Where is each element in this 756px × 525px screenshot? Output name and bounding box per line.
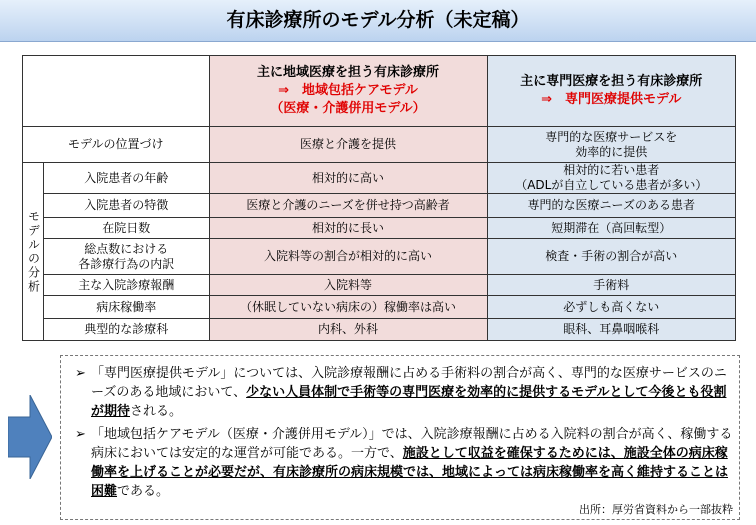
cell: 入院料等 bbox=[209, 275, 487, 296]
row-label: 主な入院診療報酬 bbox=[44, 275, 210, 296]
notes-box bbox=[60, 355, 740, 520]
cell: 専門的な医療ニーズのある患者 bbox=[487, 194, 735, 218]
source-note: 出所：厚労省資料から一部抜粋 bbox=[579, 503, 733, 516]
cell: 短期滞在（高回転型） bbox=[487, 218, 735, 239]
header-regional-title: 主に地域医療を担う有床診療所 bbox=[257, 65, 440, 80]
row-label: 入院患者の年齢 bbox=[44, 163, 210, 194]
row-label: 入院患者の特徴 bbox=[44, 194, 210, 218]
note-specialist: ➢ 「専門医療提供モデル」については、入院診療報酬に占める手術料の割合が高く、専門的な医療サービスのニーズのある地域において、少ない人員体制で手術等の専門医療を効率的に提供するモデルとして今後とも役割が期待される。 bbox=[75, 366, 727, 419]
note-regional: ➢ 「地域包括ケアモデル（医療・介護併用モデル）」では、入院診療報酬に占める入院料の割合が高く、稼働する病床においては安定的な運営が可能である。一方で、施設として収益を確保するためには、施設全体の病床稼働率を上げることが必要だが、有床診療所の病床規模では、地域によっては病床稼働率を高く維持することは困難である。 bbox=[75, 427, 733, 499]
cell: 医療と介護のニーズを併せ持つ高齢者 bbox=[209, 194, 487, 218]
row-label: 総点数における 各診療行為の内訳 bbox=[44, 239, 210, 275]
row-label: 在院日数 bbox=[44, 218, 210, 239]
cell: 相対的に若い患者 （ADLが自立している患者が多い） bbox=[487, 163, 735, 194]
header-regional bbox=[209, 56, 487, 127]
right-arrow-icon bbox=[8, 395, 52, 479]
corner-cell bbox=[23, 56, 210, 127]
header-regional-model: ⇒ 地域包括ケアモデル bbox=[278, 83, 418, 98]
cell: 手術料 bbox=[487, 275, 735, 296]
cell: 眼科、耳鼻咽喉科 bbox=[487, 319, 735, 341]
row-label: 典型的な診療科 bbox=[44, 319, 210, 341]
header-specialist bbox=[487, 56, 735, 127]
cell: 必ずしも高くない bbox=[487, 296, 735, 319]
header-regional-sub: （医療・介護併用モデル） bbox=[270, 101, 426, 116]
header-specialist-model: ⇒ 専門医療提供モデル bbox=[541, 92, 682, 107]
cell: （休眠していない病床の）稼働率は高い bbox=[209, 296, 487, 319]
cell: 医療と介護を提供 bbox=[209, 127, 487, 163]
model-table bbox=[22, 55, 736, 341]
cell: 内科、外科 bbox=[209, 319, 487, 341]
row-label: モデルの位置づけ bbox=[23, 127, 210, 163]
page-title: 有床診療所のモデル分析（未定稿） bbox=[0, 0, 756, 42]
group-label: モデルの分析 bbox=[23, 163, 44, 341]
cell: 入院料等の割合が相対的に高い bbox=[209, 239, 487, 275]
cell: 専門的な医療サービスを 効率的に提供 bbox=[487, 127, 735, 163]
row-label: 病床稼働率 bbox=[44, 296, 210, 319]
cell: 検査・手術の割合が高い bbox=[487, 239, 735, 275]
cell: 相対的に長い bbox=[209, 218, 487, 239]
cell: 相対的に高い bbox=[209, 163, 487, 194]
header-specialist-title: 主に専門医療を担う有床診療所 bbox=[520, 74, 703, 89]
